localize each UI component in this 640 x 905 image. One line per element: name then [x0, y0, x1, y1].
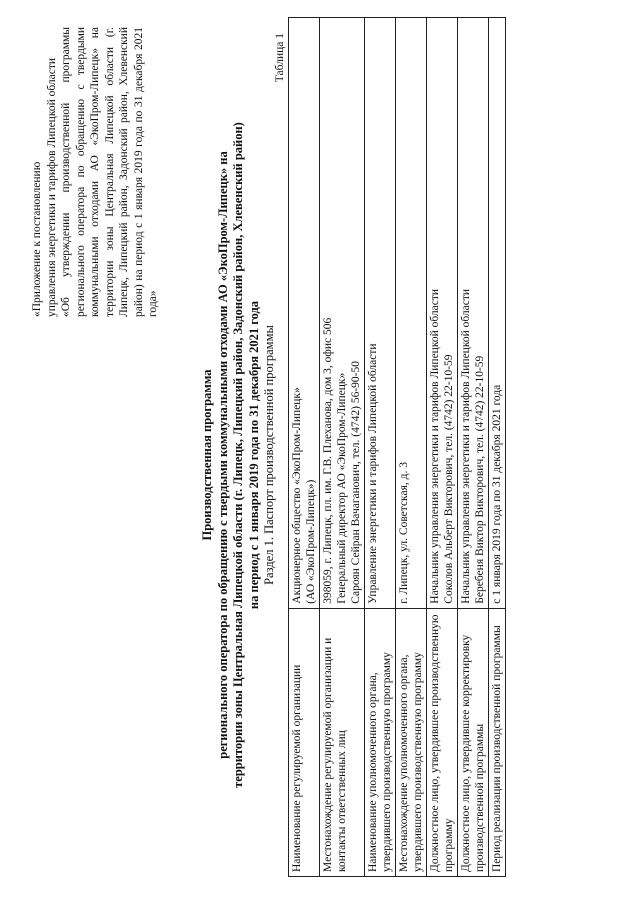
appendix-line: «Об утверждении производственной программы регионального оператора по обращению с твердыми коммунальными отходами АО «ЭкоПром-Липецк» на территории зоны Центральная Липецкой области (г. Липецк, Липецкий район, Задонский район, Хлевенский район) на период с 1 января 2019 года по 31 декабря 2021 года» — [60, 27, 159, 317]
row-value — [396, 18, 427, 609]
value-line: Беребеня Виктор Викторович, тел. (4742) 22-10-59 — [474, 355, 486, 604]
table-row — [396, 18, 427, 877]
row-value — [427, 18, 458, 609]
appendix-note — [30, 27, 161, 317]
title-line: на период с 1 января 2019 года по 31 декабря 2021 года — [246, 300, 261, 610]
table-row — [427, 18, 458, 877]
value-line: Начальник управления энергетики и тарифов Липецкой области — [429, 288, 441, 604]
row-value — [289, 18, 320, 609]
document-title — [200, 25, 262, 885]
row-label: Местонахождение регулируемой организации и контакты ответственных лиц — [320, 608, 365, 876]
table-row — [289, 18, 320, 877]
value-line: 398059, г. Липецк, пл. им. Г.В. Плеханова, дом 3, офис 506 — [322, 317, 334, 604]
row-value — [489, 18, 506, 609]
row-label: Должностное лицо, утвердившее корректировку производственной программы — [458, 608, 489, 876]
row-label: Период реализации производственной программы — [489, 608, 506, 876]
value-line: Управление энергетики и тарифов Липецкой области — [367, 343, 379, 604]
appendix-line: управления энергетики и тарифов Липецкой области — [45, 57, 58, 317]
table-caption: Таблица 1 — [274, 33, 286, 83]
table-row — [365, 18, 396, 877]
table-row — [320, 18, 365, 877]
row-value — [320, 18, 365, 609]
row-value — [365, 18, 396, 609]
row-value — [458, 18, 489, 609]
passport-table — [288, 17, 506, 877]
value-line: с 1 января 2019 года по 31 декабря 2021 года — [491, 384, 503, 604]
value-line: Сароян Сейран Вачаганович, тел. (4742) 56-90-50 — [350, 361, 362, 604]
table-row — [458, 18, 489, 877]
title-line: Производственная программа — [200, 369, 214, 541]
section-heading: Раздел 1. Паспорт производственной программы — [262, 325, 276, 585]
title-line: территории зоны Центральная Липецкой области (г. Липецк, Липецкий район, Задонский район, Хлевенский район) — [231, 122, 245, 788]
value-line: Генеральный директор АО «ЭкоПром-Липецк» — [336, 372, 348, 604]
value-line: Соколов Альберт Викторович, тел. (4742) 22-10-59 — [443, 354, 455, 604]
value-line: (АО «ЭкоПром-Липецк») — [305, 479, 317, 604]
row-label: Местонахождение уполномоченного органа, утвердившего производственную программу — [396, 608, 427, 876]
title-line: регионального оператора по обращению с твердыми коммунальными отходами АО «ЭкоПром-Липецк» на — [215, 151, 230, 759]
row-label: Наименование регулируемой организации — [289, 608, 320, 876]
row-label: Должностное лицо, утвердившее производственную программу — [427, 608, 458, 876]
table-row — [489, 18, 506, 877]
value-line: г. Липецк, ул. Советская, д. 3 — [398, 462, 410, 604]
value-line: Акционерное общество «ЭкоПром-Липецк» — [291, 387, 303, 604]
row-label: Наименование уполномоченного органа, утвердившего производственную программу — [365, 608, 396, 876]
appendix-line: «Приложение к постановлению — [31, 161, 43, 317]
value-line: Начальник управления энергетики и тарифов Липецкой области — [460, 288, 472, 604]
